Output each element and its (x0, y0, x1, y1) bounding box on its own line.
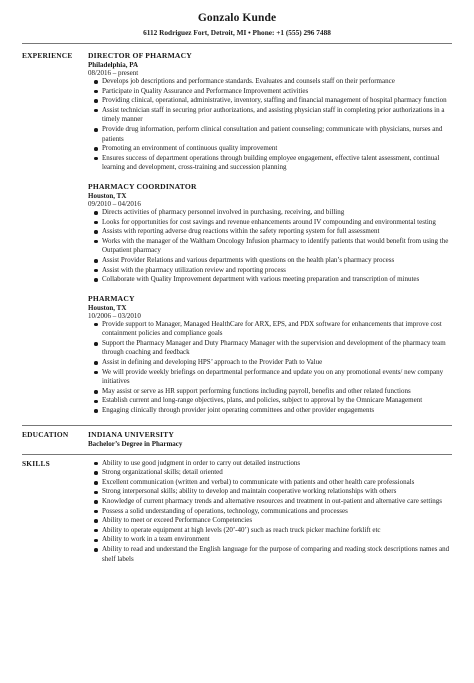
experience-body (88, 51, 452, 416)
education-label: EDUCATION (22, 429, 69, 439)
list-item: Provide support to Manager, Managed HealthCare for ARX, EPS, and PDX software for enhancements that improve cost containment policies and compliance goals (102, 320, 452, 339)
list-item: Excellent communication (written and verbal) to communicate with patients and other health care professionals (102, 478, 452, 488)
job-title: PHARMACY COORDINATOR (88, 181, 197, 191)
list-item: Participate in Quality Assurance and Performance Improvement activities (102, 87, 452, 97)
list-item: Support the Pharmacy Manager and Duty Pharmacy Manager with the supervision and development of the pharmacy team through coaching and feedback (102, 339, 452, 358)
job-entry (88, 51, 452, 173)
list-item: Engaging clinically through provider joint operating committees and other provider engagements (102, 406, 452, 416)
list-item: Assist Provider Relations and various departments with questions on the health plan’s pharmacy process (102, 256, 452, 266)
list-item: Providing clinical, operational, administrative, inventory, staffing and financial management of hospital pharmacy function (102, 96, 452, 106)
candidate-name: Gonzalo Kunde (197, 12, 277, 24)
list-item: We will provide weekly briefings on departmental performance and update you on any promotional events/ new company initiatives (102, 368, 452, 387)
list-item: Promoting an environment of continuous quality improvement (102, 144, 452, 154)
section-divider (22, 425, 452, 426)
job-bullets (88, 77, 452, 173)
job-dates: 09/2010 – 04/2016 (88, 199, 141, 208)
list-item: Ability to use good judgment in order to carry out detailed instructions (102, 459, 452, 469)
skills-body (88, 459, 452, 565)
job-bullets (88, 320, 452, 416)
contact-line: 6112 Rodriguez Fort, Detroit, MI • Phone: +1 (555) 296 7488 (143, 28, 331, 37)
list-item: Ability to work in a team environment (102, 535, 452, 545)
list-item: Ability to operate equipment at high levels (20’-40’) such as reach truck picker machine forklift etc (102, 526, 452, 536)
header-divider (22, 43, 452, 44)
experience-section (22, 51, 452, 416)
list-item: Assist in defining and developing HPS’ approach to the Provider Path to Value (102, 358, 452, 368)
list-item: Strong interpersonal skills; ability to develop and maintain cooperative working relationships with others (102, 487, 452, 497)
job-location: Philadelphia, PA (88, 61, 139, 69)
list-item: Establish current and long-range objectives, plans, and policies, subject to approval by the Omnicare Management (102, 396, 452, 406)
list-item: Collaborate with Quality Improvement department with various meeting preparation and transcription of minutes (102, 275, 452, 285)
job-bullets (88, 208, 452, 285)
resume-header (0, 0, 474, 37)
job-title: PHARMACY (88, 293, 135, 303)
list-item: Provide drug information, perform clinical consultation and patient counseling; communicate with physicians, nurses and patients (102, 125, 452, 144)
job-entry (88, 294, 452, 416)
list-item: Assists with reporting adverse drug reactions within the safety reporting system for full assessment (102, 227, 452, 237)
list-item: Assist with the pharmacy utilization review and reporting process (102, 266, 452, 276)
school-name: INDIANA UNIVERSITY (88, 429, 175, 439)
job-dates: 10/2006 – 03/2010 (88, 311, 141, 320)
job-dates: 08/2016 – present (88, 69, 139, 77)
list-item: May assist or serve as HR support performing functions including payroll, benefits and other related functions (102, 387, 452, 397)
list-item: Possess a solid understanding of operations, technology, communications and processes (102, 507, 452, 517)
list-item: Develops job descriptions and performance standards. Evaluates and counsels staff on their performance (102, 77, 452, 87)
list-item: Ensures success of department operations through building employee engagement, effective talent assessment, continual learning and development, cross-training and succession planning (102, 154, 452, 173)
list-item: Strong organizational skills; detail oriented (102, 468, 452, 478)
job-entry (88, 182, 452, 285)
section-divider (22, 454, 452, 455)
skills-list (88, 459, 452, 565)
list-item: Works with the manager of the Waltham Oncology Infusion pharmacy to identify patients that would benefit from using the Outpatient pharmacy (102, 237, 452, 256)
job-location: Houston, TX (88, 191, 127, 200)
degree: Bachelor’s Degree in Pharmacy (88, 439, 183, 448)
list-item: Directs activities of pharmacy personnel involved in purchasing, receiving, and billing (102, 208, 452, 218)
job-title: DIRECTOR OF PHARMACY (88, 51, 192, 60)
education-section (22, 430, 452, 448)
skills-label: SKILLS (22, 458, 50, 468)
list-item: Knowledge of current pharmacy trends and alternative resources and treatment in out-patient and alternative care settings (102, 497, 452, 507)
education-body (88, 430, 452, 448)
list-item: Assist technician staff in securing prior authorizations, and assisting physician staff in completing prior authorizations in a timely manner (102, 106, 452, 125)
experience-label: EXPERIENCE (22, 51, 73, 60)
list-item: Ability to read and understand the English language for the purpose of comparing and reading stock descriptions names and shelf labels (102, 545, 452, 564)
list-item: Looks for opportunities for cost savings and revenue enhancements around IV compounding and environmental testing (102, 218, 452, 228)
job-location: Houston, TX (88, 303, 127, 312)
skills-section (22, 459, 452, 565)
list-item: Ability to meet or exceed Performance Competencies (102, 516, 452, 526)
